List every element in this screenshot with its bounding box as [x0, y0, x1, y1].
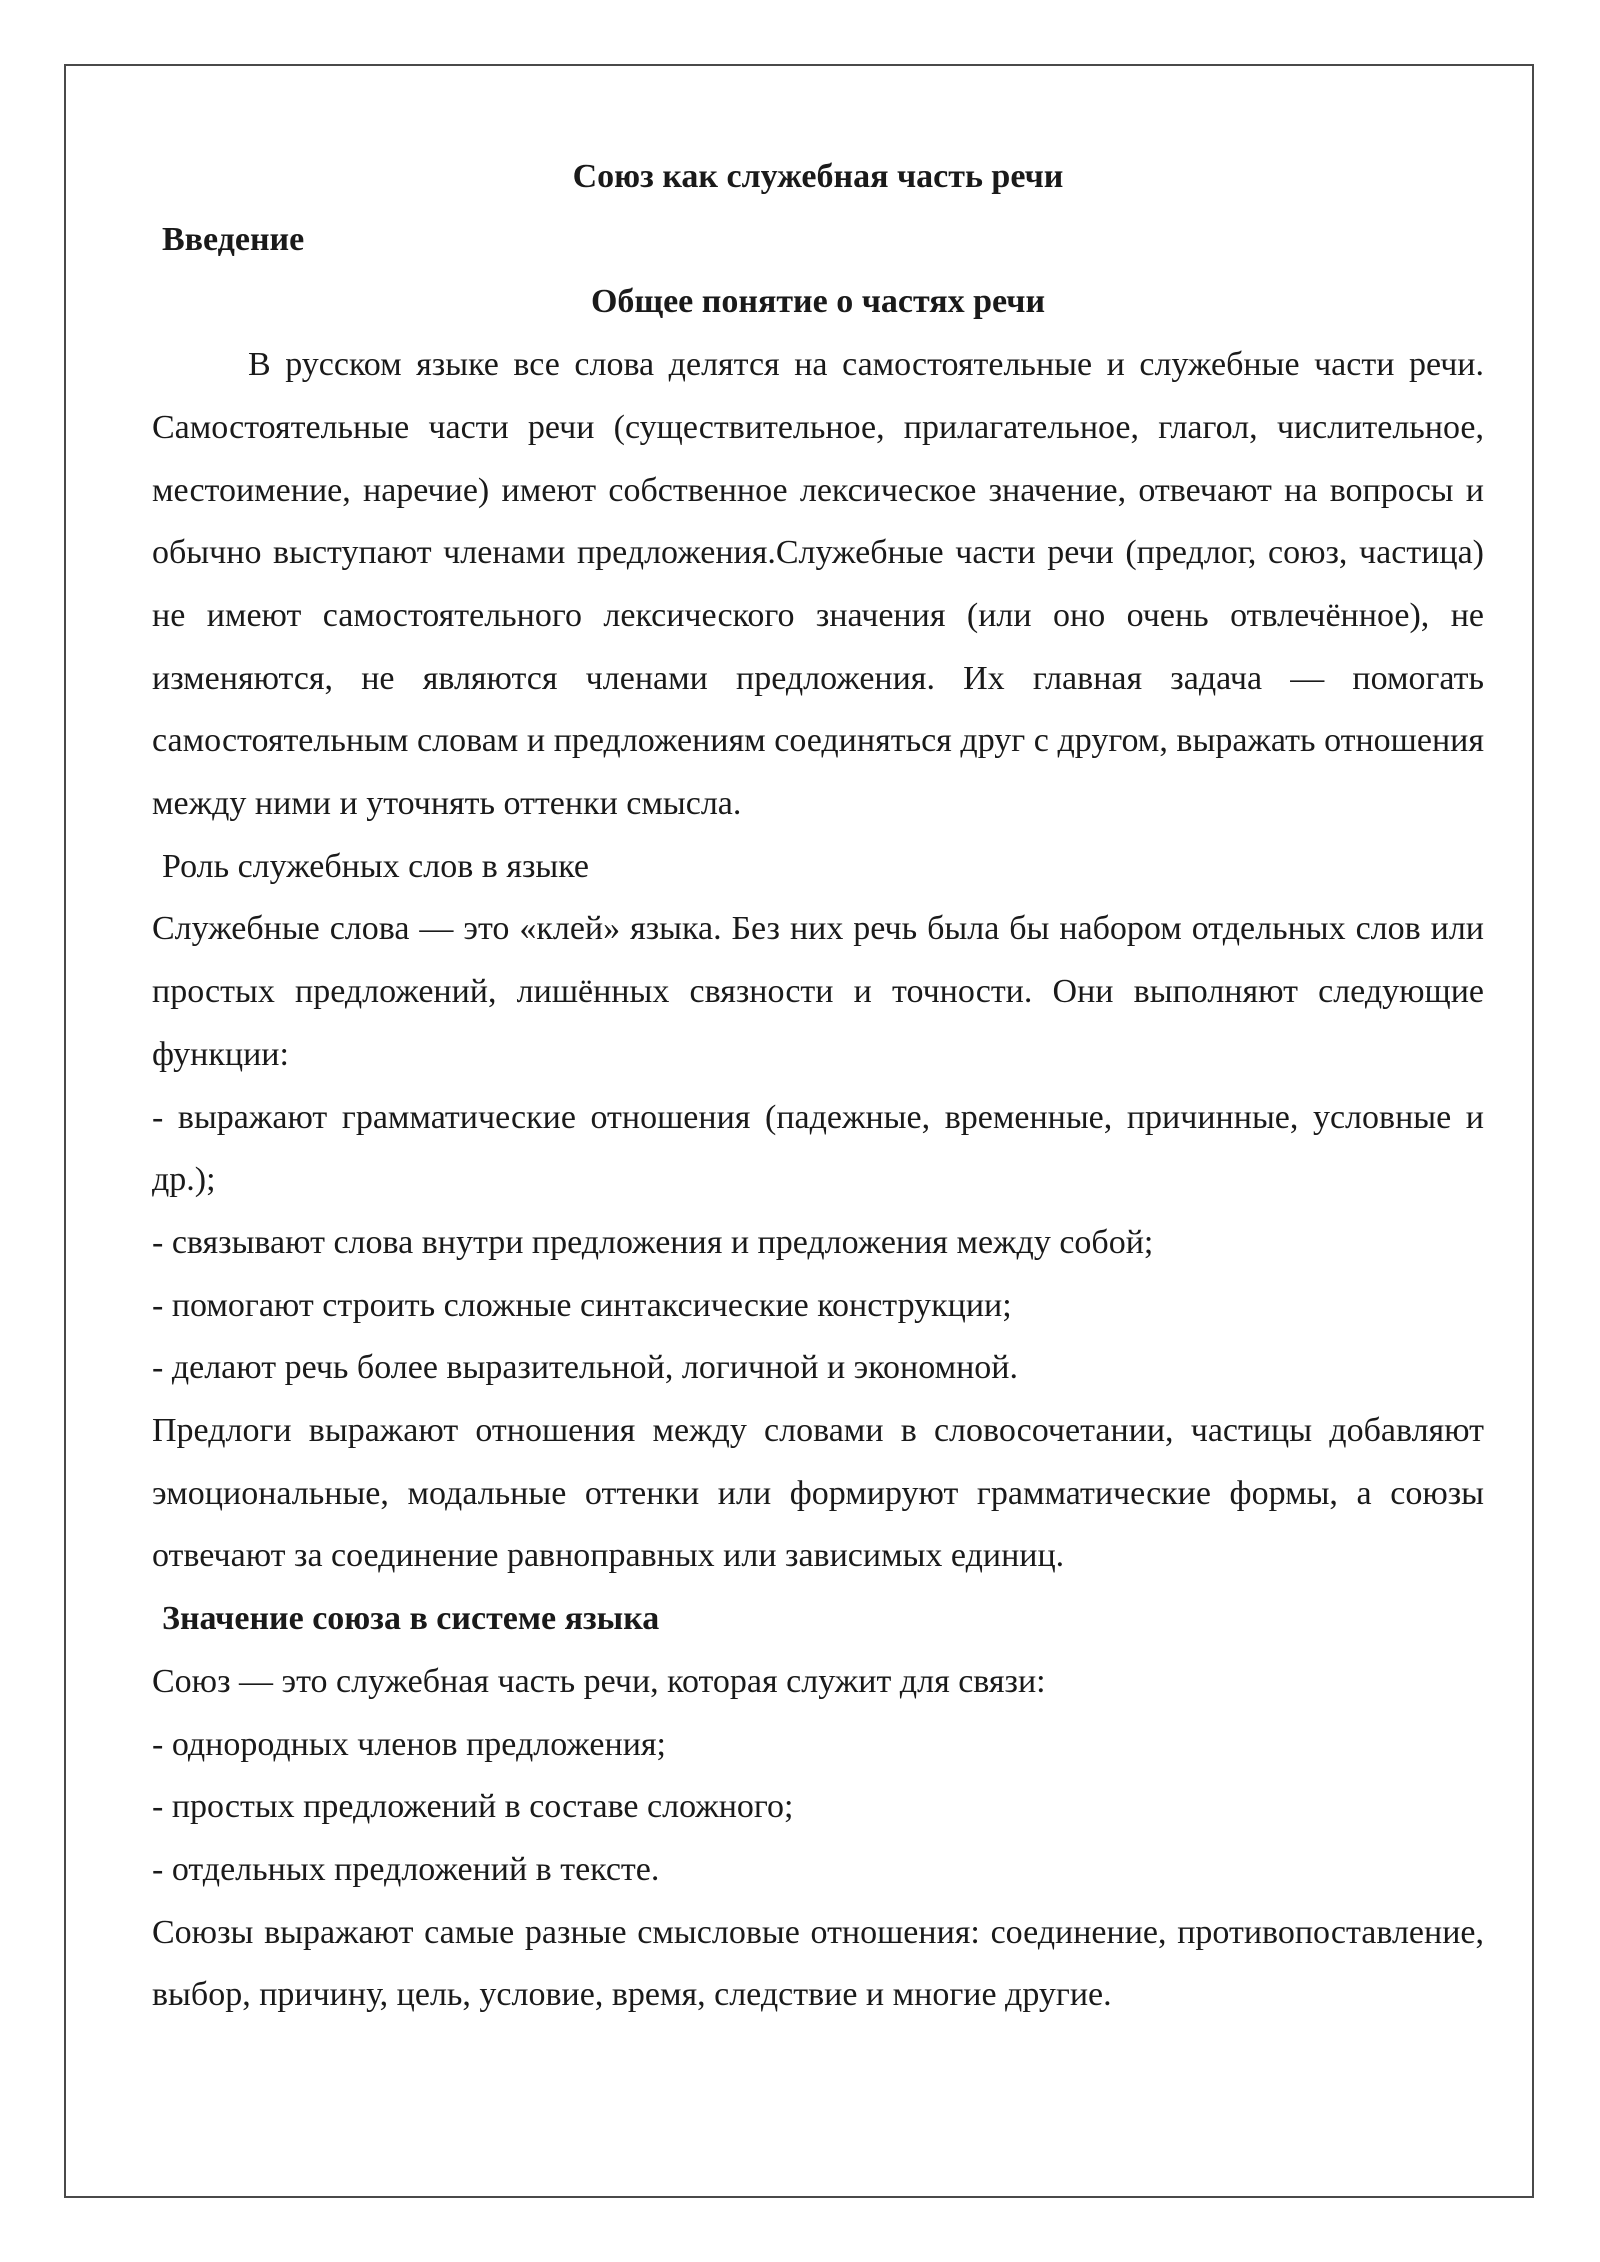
- section-heading-conjunction-meaning: Значение союза в системе языка: [162, 1600, 660, 1638]
- list-item: - однородных членов предложения;: [152, 1725, 666, 1763]
- section-heading-function-words: Роль служебных слов в языке: [162, 847, 590, 885]
- list-item: - простых предложений в составе сложного;: [152, 1788, 794, 1826]
- paragraph-function-words: Служебные слова — это «клей» языка. Без них речь была бы набором отдельных слов или простых предложений, лишённых связности и точности. Они выполняют следующие функции:: [152, 910, 1484, 1073]
- list-item: - делают речь более выразительной, логичной и экономной.: [152, 1349, 1018, 1387]
- document-title: Союз как служебная часть речи: [572, 158, 1064, 195]
- intro-heading: Введение: [162, 220, 305, 258]
- paragraph-parts-of-speech: В русском языке все слова делятся на самостоятельные и служебные части речи. Самостоятельные части речи (существительное, прилагательное, глагол, числительное, местоимение, наречие) имеют собственное лексическое значение, отвечают на вопросы и обычно выступают членами предложения.Служебные части речи (предлог, союз, частица) не имеют самостоятельного лексического значения (или оно очень отвлечённое), не изменяются, не являются членами предложения. Их главная задача — помогать самостоятельным словам и предложениям соединяться друг с другом, выражать отношения между ними и уточнять оттенки смысла.: [152, 346, 1484, 823]
- paragraph-conjunction-definition: Союз — это служебная часть речи, которая служит для связи:: [152, 1662, 1046, 1700]
- list-item: - связывают слова внутри предложения и предложения между собой;: [152, 1223, 1154, 1261]
- list-item: - отдельных предложений в тексте.: [152, 1850, 660, 1888]
- section-heading-parts-of-speech: Общее понятие о частях речи: [590, 283, 1046, 321]
- paragraph-prepositions-particles: Предлоги выражают отношения между словами в словосочетании, частицы добавляют эмоциональные, модальные оттенки или формируют грамматические формы, а союзы отвечают за соединение равноправных или зависимых единиц.: [152, 1412, 1484, 1575]
- list-item: - выражают грамматические отношения (падежные, временные, причинные, условные и др.);: [152, 1098, 1484, 1199]
- list-item: - помогают строить сложные синтаксические конструкции;: [152, 1286, 1012, 1324]
- paragraph-conjunction-relations: Союзы выражают самые разные смысловые отношения: соединение, противопоставление, выбор, причину, цель, условие, время, следствие и многие другие.: [152, 1913, 1484, 2014]
- document-body: [152, 146, 1484, 2027]
